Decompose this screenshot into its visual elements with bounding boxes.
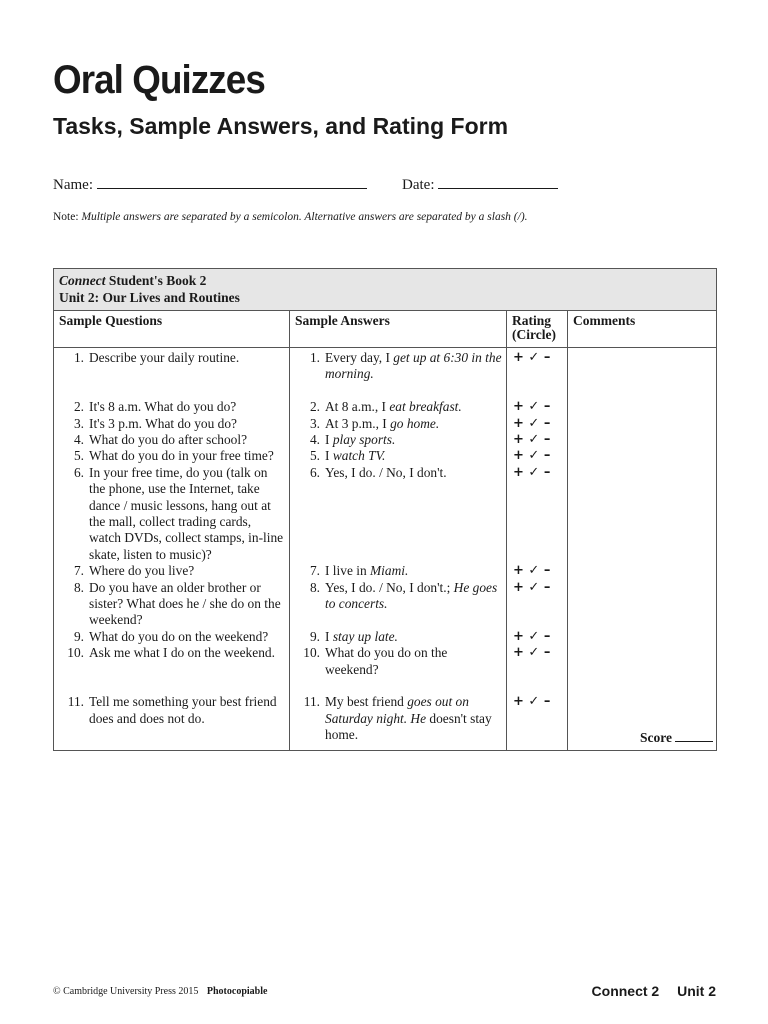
- answer-text: [325, 629, 502, 645]
- answer-item: [294, 399, 502, 415]
- answer-text: [325, 432, 502, 448]
- answer-plain: I: [325, 628, 333, 644]
- date-blank-line[interactable]: [438, 176, 558, 189]
- answer-italic: goes out on Saturday night. He: [325, 694, 469, 726]
- answer-item: [294, 416, 502, 432]
- item-number: 8.: [73, 579, 84, 595]
- rating-options[interactable]: + ✓ –: [513, 464, 551, 480]
- row-spacer: [511, 383, 563, 399]
- answer-plain: Yes, I do. / No, I don't.: [325, 464, 447, 480]
- footer-book: Connect 2: [591, 983, 660, 999]
- answer-item: [294, 563, 502, 579]
- rating-options[interactable]: + ✓ –: [513, 415, 551, 431]
- answer-text: [325, 350, 502, 383]
- rating-options[interactable]: + ✓ –: [513, 432, 551, 447]
- question-item: [58, 465, 285, 563]
- question-text: What do you do on the weekend?: [89, 628, 269, 644]
- footer-book-unit: [592, 983, 716, 999]
- page-subtitle: Tasks, Sample Answers, and Rating Form: [53, 113, 509, 139]
- question-text: It's 8 a.m. What do you do?: [89, 399, 237, 415]
- answer-tail: doesn't stay home.: [325, 710, 492, 743]
- note-label: Note:: [53, 211, 79, 223]
- item-number: 9.: [309, 628, 320, 644]
- answer-item: [294, 629, 502, 645]
- answer-italic: eat breakfast.: [389, 399, 462, 415]
- comments-column[interactable]: [568, 348, 717, 751]
- item-number: 5.: [73, 448, 84, 464]
- name-field-row: [53, 176, 367, 194]
- item-number: 10.: [67, 645, 84, 661]
- item-number: 4.: [73, 432, 84, 447]
- answer-italic: Miami.: [370, 563, 409, 579]
- name-blank-line[interactable]: [97, 176, 367, 189]
- book-title-series: Connect: [59, 273, 106, 288]
- header-comments: Comments: [568, 311, 717, 348]
- footer-unit: Unit 2: [677, 983, 716, 999]
- question-item: [58, 432, 285, 448]
- rating-options[interactable]: + ✓ –: [513, 350, 551, 365]
- answer-italic: stay up late.: [332, 628, 398, 644]
- rating-options[interactable]: + ✓ –: [513, 448, 551, 464]
- answer-text: [325, 465, 502, 563]
- answer-text: [325, 563, 502, 579]
- answer-italic: play sports.: [332, 432, 396, 448]
- question-text: Tell me something your best friend does and does not do.: [89, 694, 277, 726]
- answer-plain: At 8 a.m., I: [325, 399, 390, 415]
- header-answers: Sample Answers: [290, 311, 507, 348]
- item-number: 7.: [309, 563, 320, 579]
- answer-plain: Every day, I: [325, 350, 394, 365]
- item-number: 10.: [303, 645, 320, 661]
- date-label: Date:: [402, 177, 435, 193]
- answer-item: [294, 448, 502, 464]
- item-number: 9.: [73, 628, 84, 644]
- answer-text: [325, 694, 502, 743]
- answer-plain: I: [325, 448, 333, 464]
- item-number: 6.: [309, 464, 320, 480]
- item-number: 1.: [309, 350, 320, 365]
- answer-item: [294, 645, 502, 678]
- answer-text: [325, 448, 502, 464]
- item-number: 11.: [303, 694, 320, 710]
- question-item: [58, 580, 285, 629]
- answer-item: [294, 432, 502, 448]
- answer-text: [325, 399, 502, 415]
- table-heading: [54, 269, 717, 311]
- unit-title: Unit 2: Our Lives and Routines: [59, 290, 240, 305]
- question-text: It's 3 p.m. What do you do?: [89, 415, 237, 431]
- rating-options[interactable]: + ✓ –: [513, 694, 551, 710]
- answer-plain: Yes, I do. / No, I don't.;: [325, 579, 454, 595]
- score-field: [640, 729, 713, 746]
- item-number: 3.: [73, 415, 84, 431]
- answer-italic: He goes to concerts.: [325, 579, 498, 612]
- question-item: [58, 629, 285, 645]
- rating-column: [507, 348, 568, 751]
- table-body-row: [54, 348, 717, 751]
- header-rating: [507, 311, 568, 348]
- row-spacer: [58, 678, 285, 694]
- question-item: [58, 416, 285, 432]
- answer-item: [294, 350, 502, 383]
- question-item: [58, 645, 285, 678]
- question-item: [58, 350, 285, 383]
- page-title: Oral Quizzes: [53, 58, 265, 102]
- item-number: 5.: [309, 448, 320, 464]
- rating-options[interactable]: + ✓ –: [513, 563, 551, 579]
- answer-plain: I: [325, 432, 333, 448]
- item-number: 3.: [309, 415, 320, 431]
- question-text: Ask me what I do on the weekend.: [89, 645, 275, 661]
- item-number: 2.: [309, 399, 320, 415]
- row-spacer: [294, 678, 502, 694]
- item-number: 6.: [73, 464, 84, 480]
- rating-options[interactable]: + ✓ –: [513, 645, 551, 661]
- header-rating-line2: (Circle): [512, 327, 556, 342]
- question-text: Describe your daily routine.: [89, 350, 240, 365]
- item-number: 1.: [73, 350, 84, 365]
- book-title-rest: Student's Book 2: [105, 273, 207, 288]
- answer-plain: I live in: [325, 563, 370, 579]
- copyright-text: © Cambridge University Press 2015: [53, 986, 199, 997]
- answer-item: [294, 465, 502, 563]
- answer-text: [325, 645, 502, 678]
- question-text: Where do you live?: [89, 563, 195, 579]
- row-spacer: [294, 383, 502, 399]
- note-text: Multiple answers are separated by a semicolon. Alternative answers are separated by a slash (/).: [81, 211, 528, 223]
- questions-column: [54, 348, 290, 751]
- answers-column: [290, 348, 507, 751]
- question-text: What do you do after school?: [89, 432, 248, 447]
- header-questions: Sample Questions: [54, 311, 290, 348]
- note: [53, 211, 528, 223]
- book-title: [59, 272, 711, 289]
- rating-options[interactable]: + ✓ –: [513, 579, 551, 595]
- question-item: [58, 694, 285, 743]
- row-spacer: [58, 383, 285, 399]
- question-item: [58, 399, 285, 415]
- item-number: 2.: [73, 399, 84, 415]
- answer-italic: watch TV.: [332, 448, 386, 464]
- row-spacer: [511, 678, 563, 694]
- answer-plain: My best friend: [325, 694, 408, 710]
- answer-plain: What do you do on the weekend?: [325, 645, 448, 677]
- item-number: 4.: [309, 432, 320, 448]
- rating-options[interactable]: + ✓ –: [513, 628, 551, 644]
- question-text: Do you have an older brother or sister? What does he / she do on the weekend?: [89, 579, 281, 628]
- footer-copyright: [53, 986, 267, 997]
- answer-italic: get up at 6:30 in the morning.: [325, 350, 502, 382]
- answer-text: [325, 580, 502, 629]
- question-text: In your free time, do you (talk on the phone, use the Internet, take dance / music lessons, hang out at the mall, collect trading cards, watch DVDs, collect stamps, in-line skate, listen to music)?: [89, 464, 284, 562]
- question-item: [58, 448, 285, 464]
- answer-text: [325, 416, 502, 432]
- answer-item: [294, 694, 502, 743]
- score-blank-line[interactable]: [675, 729, 713, 742]
- answer-item: [294, 580, 502, 629]
- date-field-row: [402, 176, 558, 194]
- item-number: 7.: [73, 563, 84, 579]
- header-rating-line1: Rating: [512, 313, 552, 328]
- rating-table: [53, 268, 717, 751]
- answer-italic: go home.: [390, 415, 440, 431]
- column-headers: [54, 311, 717, 348]
- item-number: 8.: [309, 579, 320, 595]
- question-item: [58, 563, 285, 579]
- name-label: Name:: [53, 177, 93, 193]
- photocopiable-label: Photocopiable: [206, 986, 268, 997]
- score-label: Score: [640, 730, 672, 745]
- question-text: What do you do in your free time?: [89, 448, 274, 464]
- item-number: 11.: [67, 694, 84, 710]
- answer-plain: At 3 p.m., I: [325, 415, 391, 431]
- rating-options[interactable]: + ✓ –: [513, 399, 551, 415]
